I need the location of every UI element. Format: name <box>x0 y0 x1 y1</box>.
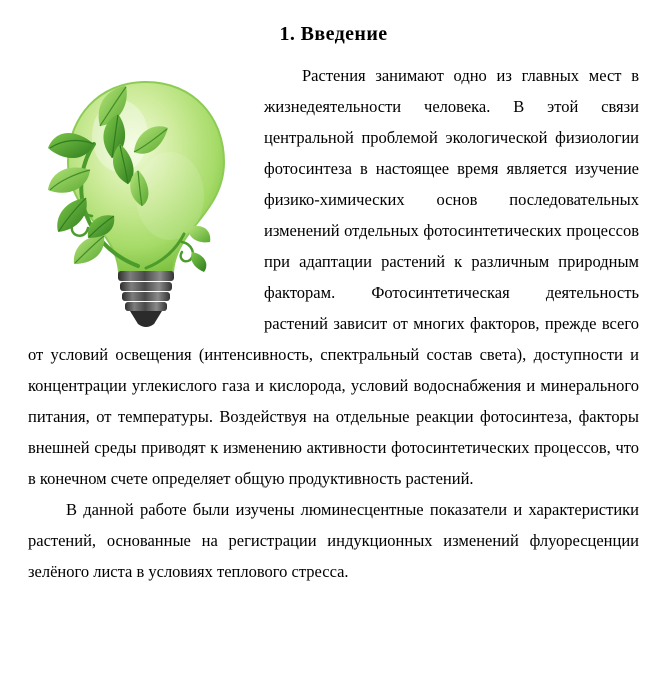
paragraph-scope: В данной работе были изучены люминесцентные показатели и характеристики растений, основанные на регистрации индукционных изменений флуоресценции зелёного листа в условиях теплового стресса. <box>28 500 639 582</box>
page-title: 1. Введение <box>279 23 388 45</box>
document-body <box>28 60 639 587</box>
green-lightbulb-with-leaves-illustration <box>42 66 250 336</box>
paragraph-intro: Растения занимают одно из главных мест в жизнедеятельности человека. В этой связи центральной проблемой экологической физиологии фотосинтеза в настоящее время является изучение физико-химических основ последовательных изменений отдельных фотосинтетических процессов при адаптации растений к различным природным факторам. Фотосинтетическая деятельность растений зависит от многих факторов, прежде всего от условий освещения (интенсивность, спектральный состав света), доступности и концентрации углекислого газа и кислорода, условий водоснабжения и минерального питания, от температуры. Воздействуя на отдельные реакции фотосинтеза, факторы внешней среды приводят к изменению активности фотосинтетических процессов, что в конечном счете определяет общую продуктивность растений. <box>28 66 639 489</box>
